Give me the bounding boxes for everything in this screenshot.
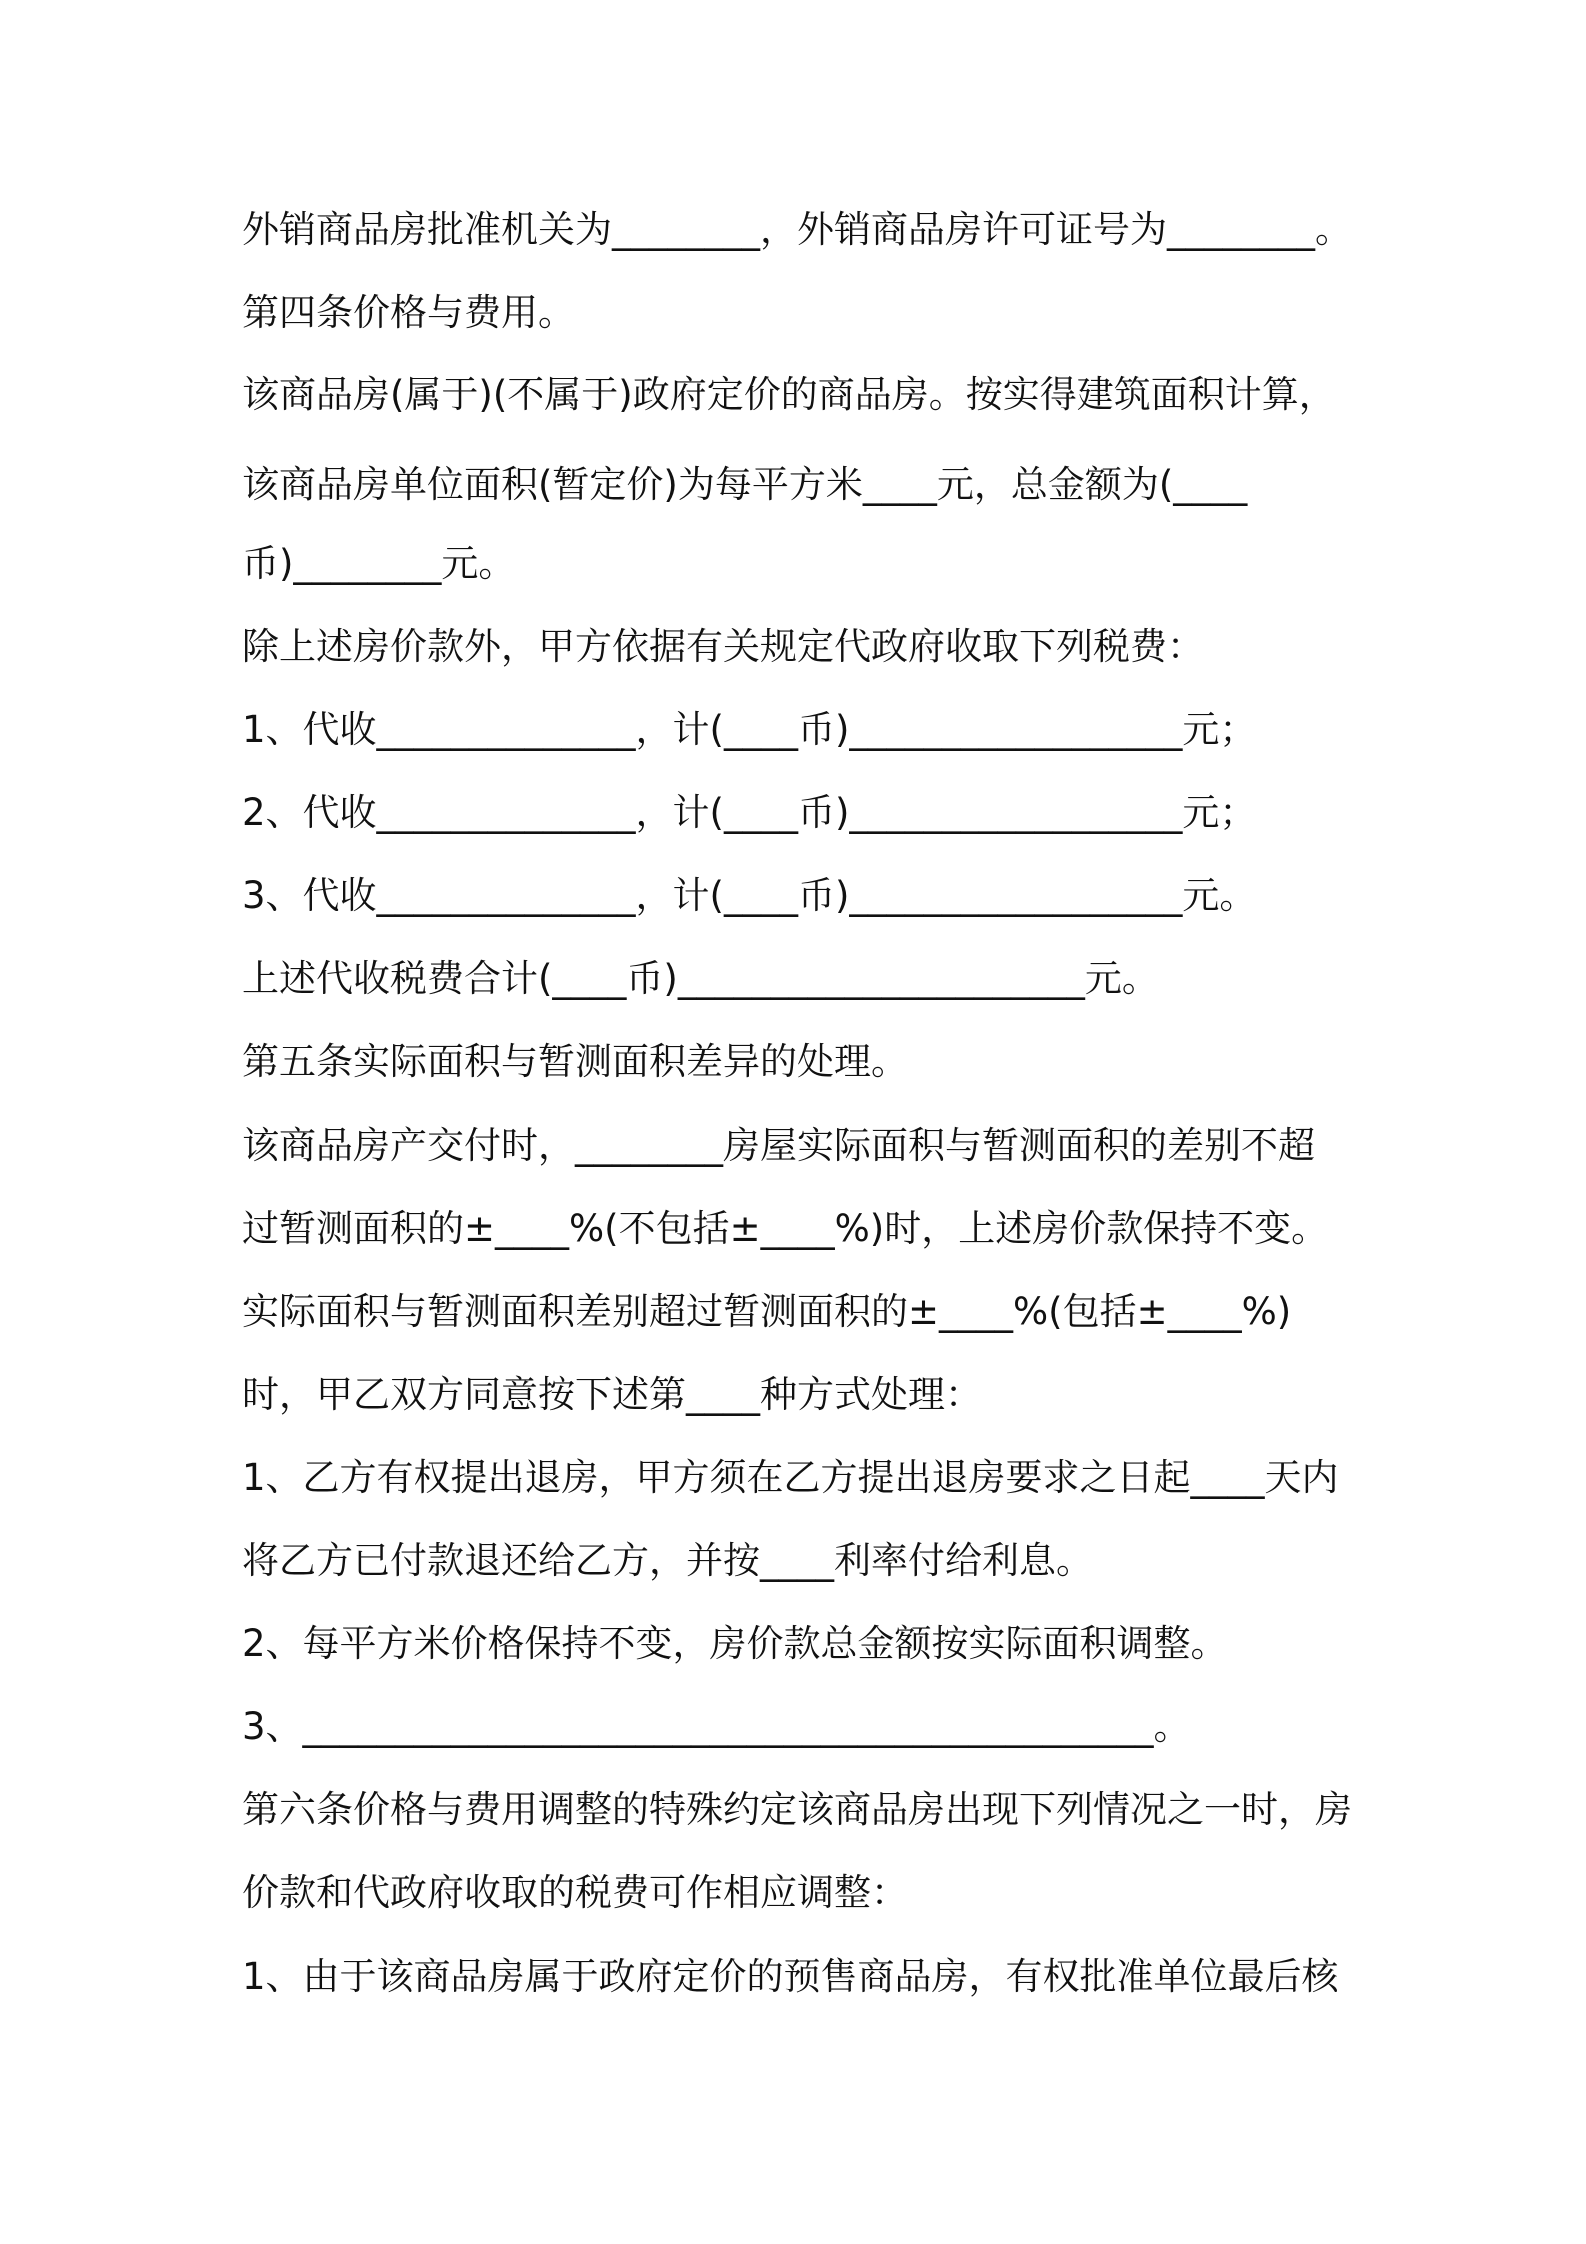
article-6-line-1: 第六条价格与费用调整的特殊约定该商品房出现下列情况之一时，房 [242,1788,1352,1831]
article-5-heading: 第五条实际面积与暂测面积差异的处理。 [242,1040,908,1083]
text-line-13: 过暂测面积的±____%(不包括±____%)时，上述房价款保持不变。 [242,1207,1329,1250]
option-1-line-2: 将乙方已付款退还给乙方，并按____利率付给利息。 [242,1539,1093,1582]
text-line-3: 该商品房(属于)(不属于)政府定价的商品房。按实得建筑面积计算， [242,373,1336,416]
tax-item-3: 3、代收______________，计(____币)__________________元。 [242,874,1257,917]
article-6-item-1: 1、由于该商品房属于政府定价的预售商品房，有权批准单位最后核 [242,1955,1339,1998]
tax-item-2: 2、代收______________，计(____币)__________________元； [242,791,1257,834]
text-line-6: 除上述房价款外，甲方依据有关规定代政府收取下列税费： [242,625,1204,668]
article-6-line-2: 价款和代政府收取的税费可作相应调整： [242,1871,908,1914]
text-line-12: 该商品房产交付时，________房屋实际面积与暂测面积的差别不超 [242,1124,1315,1167]
option-1-line-1: 1、乙方有权提出退房，甲方须在乙方提出退房要求之日起____天内 [242,1456,1339,1499]
option-2-line: 2、每平方米价格保持不变，房价款总金额按实际面积调整。 [242,1622,1228,1665]
text-line-14: 实际面积与暂测面积差别超过暂测面积的±____%(包括±____%) [242,1290,1292,1333]
tax-total-line: 上述代收税费合计(____币)______________________元。 [242,957,1159,1000]
tax-item-1: 1、代收______________，计(____币)__________________元； [242,708,1257,751]
option-3-line: 3、______________________________________________。 [242,1705,1191,1748]
text-line-5: 币)________元。 [242,542,516,585]
text-line-4: 该商品房单位面积(暂定价)为每平方米____元，总金额为(____ [242,463,1248,506]
text-line-15: 时，甲乙双方同意按下述第____种方式处理： [242,1373,982,1416]
text-line-1: 外销商品房批准机关为________，外销商品房许可证号为________。 [242,208,1352,251]
article-4-heading: 第四条价格与费用。 [242,291,575,334]
